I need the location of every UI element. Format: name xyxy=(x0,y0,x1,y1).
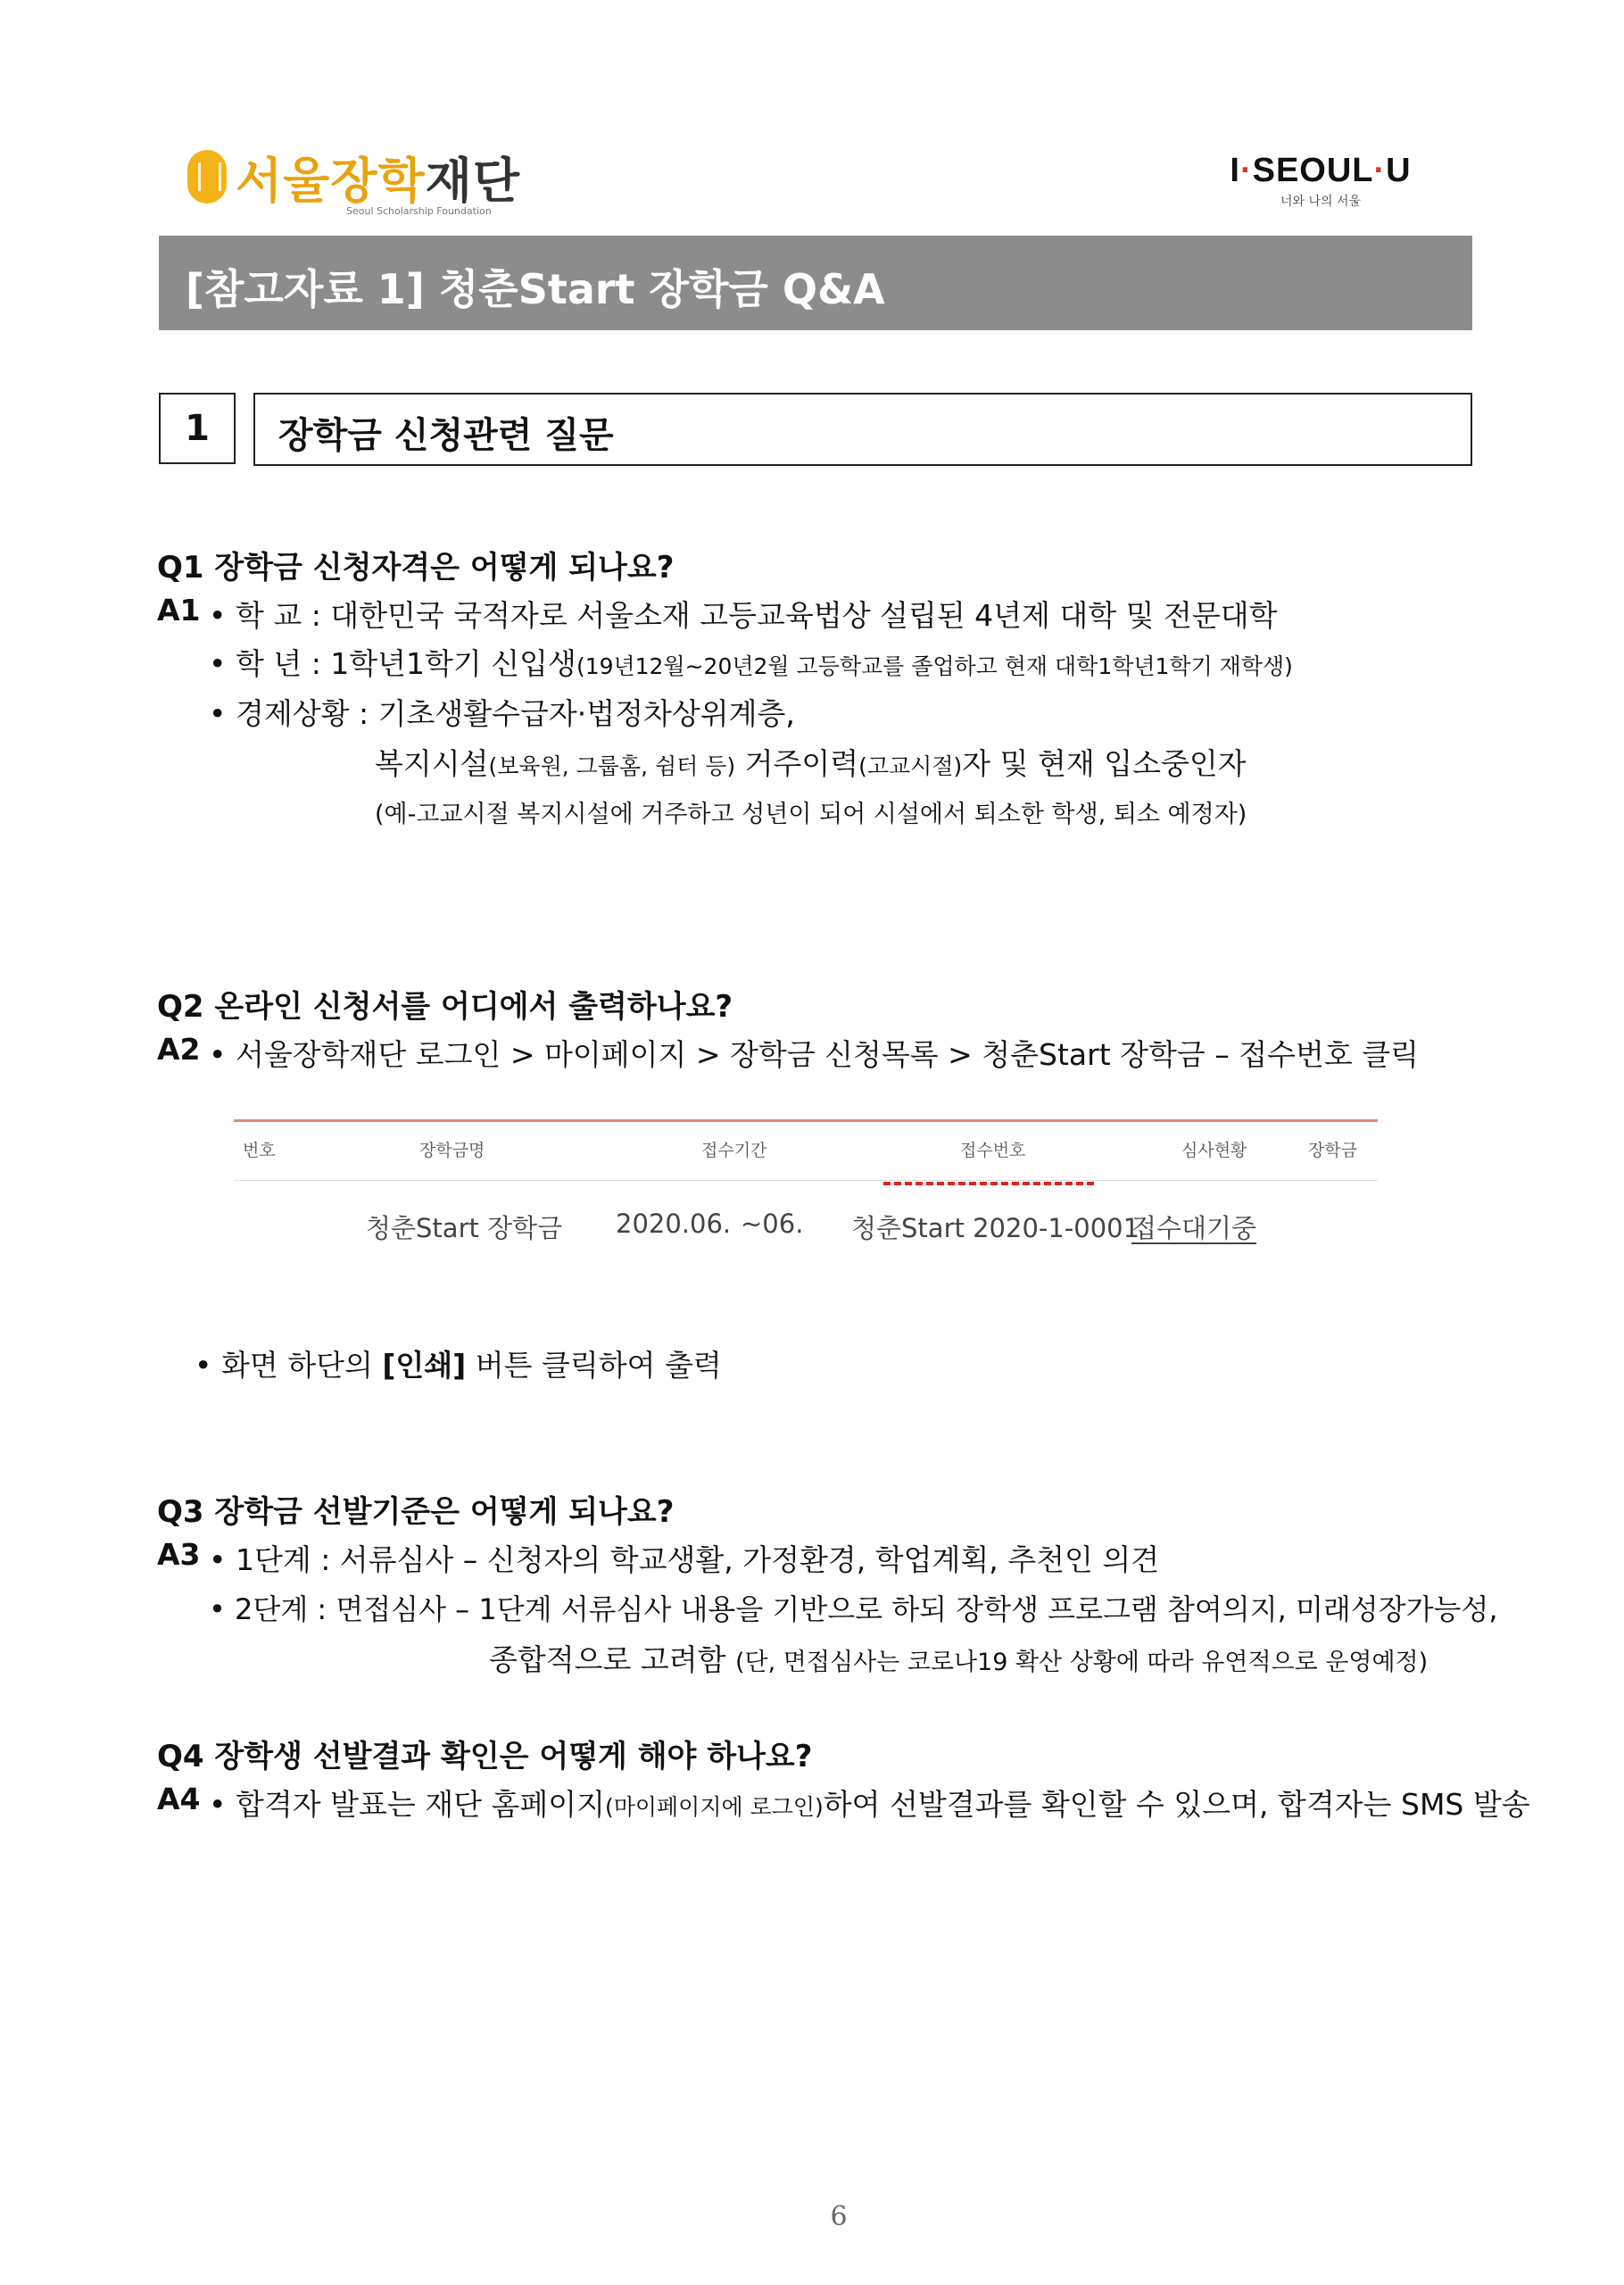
a1-grade xyxy=(209,641,1293,683)
a2-answer: • 서울장학재단 로그인 > 마이페이지 > 장학금 신청목록 > 청춘Start 장학금 – 접수번호 클릭 xyxy=(209,1037,1419,1072)
section-title: 장학금 신청관련 질문 xyxy=(278,415,614,456)
a3-label: A3 xyxy=(157,1537,201,1572)
table-header-scholarship: 장학금명 xyxy=(419,1141,485,1160)
a1-welfare-b: 거주이력 xyxy=(735,746,859,781)
foundation-emblem-icon xyxy=(187,150,227,204)
a2-label: A2 xyxy=(157,1032,201,1067)
q3-question: Q3 장학금 선발기준은 어떻게 되나요? xyxy=(157,1494,675,1530)
q2-question: Q2 온라인 신청서를 어디에서 출력하나요? xyxy=(157,989,733,1025)
table-cell-period-end: ~06. xyxy=(741,1209,804,1239)
a4-answer-b: 하여 선발결과를 확인할 수 있으며, 합격자는 SMS 발송 xyxy=(823,1787,1530,1822)
receipt-highlight-dash xyxy=(883,1182,1094,1185)
section-title-box xyxy=(253,393,1472,466)
a4-answer-a: • 합격자 발표는 재단 홈페이지 xyxy=(209,1787,605,1822)
page-number: 6 xyxy=(830,2201,848,2232)
a1-welfare-c: 자 및 현재 입소중인자 xyxy=(962,746,1247,781)
section-number: 1 xyxy=(159,393,236,464)
document-title-bar xyxy=(159,236,1472,330)
a3-step1: • 1단계 : 서류심사 – 신청자의 학교생활, 가정환경, 학업계획, 추천인 의견 xyxy=(209,1542,1160,1577)
application-list-table xyxy=(234,1119,1378,1262)
table-header-status: 심사현황 xyxy=(1181,1141,1247,1160)
iseoulu-logo xyxy=(1214,152,1428,223)
a2-print-instruction xyxy=(195,1342,722,1384)
a1-example: (예-고교시절 복지시설에 거주하고 성년이 되어 시설에서 퇴소한 학생, 퇴소 예정자) xyxy=(375,801,1247,828)
q1-question: Q1 장학금 신청자격은 어떻게 되나요? xyxy=(157,550,675,586)
q4-question: Q4 장학생 선발결과 확인은 어떻게 해야 하나요? xyxy=(157,1739,813,1774)
a1-label: A1 xyxy=(157,593,201,627)
a3-step2-note: (단, 면접심사는 코로나19 확산 상황에 따라 유연적으로 운영예정) xyxy=(735,1649,1429,1676)
a1-welfare-a: 복지시설 xyxy=(375,746,489,781)
table-header-number: 번호 xyxy=(243,1141,276,1160)
table-cell-period-start: 2020.06. xyxy=(616,1209,732,1239)
a4-answer xyxy=(209,1782,1530,1824)
a3-step2: • 2단계 : 면접심사 – 1단계 서류심사 내용을 기반으로 하되 장학생 프로그램 참여의지, 미래성장가능성, xyxy=(209,1592,1498,1626)
a4-answer-note: (마이페이지에 로그인) xyxy=(604,1794,824,1820)
a3-step2-cont-text: 종합적으로 고려함 xyxy=(489,1642,736,1677)
foundation-logo xyxy=(187,143,544,223)
a1-welfare-note2: (고교시절) xyxy=(858,753,963,779)
a1-school: • 학 교 : 대한민국 국적자로 서울소재 고등교육법상 설립된 4년제 대학 및 전문대학 xyxy=(209,598,1278,633)
a1-grade-note: (19년12월~20년2월 고등학교를 졸업하고 현재 대학1학년1학기 재학생) xyxy=(576,653,1293,679)
table-header-receipt: 접수번호 xyxy=(960,1141,1026,1160)
table-cell-status: 접수대기중 xyxy=(1131,1213,1257,1243)
table-cell-receipt-number[interactable]: 청춘Start 2020-1-0001 xyxy=(851,1213,1140,1243)
a1-welfare xyxy=(375,741,1247,783)
a4-label: A4 xyxy=(157,1782,201,1816)
table-cell-scholarship[interactable]: 청춘Start 장학금 xyxy=(366,1213,563,1243)
a2-print-a: • 화면 하단의 xyxy=(195,1348,383,1383)
iseoulu-logo-text: I·SEOUL·U xyxy=(1230,152,1412,189)
iseoulu-logo-subtitle: 너와 나의 서울 xyxy=(1280,195,1362,209)
table-top-rule xyxy=(234,1119,1378,1122)
table-header-period: 접수기간 xyxy=(701,1141,767,1160)
a2-print-button-label: [인쇄] xyxy=(382,1348,467,1383)
table-header-amount: 장학금 xyxy=(1308,1141,1358,1160)
a1-economy: • 경제상황 : 기초생활수급자·법정차상위계층, xyxy=(209,696,795,731)
a2-print-b: 버튼 클릭하여 출력 xyxy=(466,1348,722,1383)
a3-step2-cont xyxy=(489,1637,1428,1679)
document-title: [참고자료 1] 청춘Start 장학금 Q&A xyxy=(186,265,885,313)
a1-grade-main: • 학 년 : 1학년1학기 신입생 xyxy=(209,646,576,681)
table-header-rule xyxy=(234,1180,1378,1181)
a1-welfare-note: (보육원, 그룹홈, 쉼터 등) xyxy=(488,753,736,779)
foundation-logo-subtitle: Seoul Scholarship Foundation xyxy=(346,205,492,217)
foundation-logo-text: 서울장학재단 xyxy=(236,153,520,209)
